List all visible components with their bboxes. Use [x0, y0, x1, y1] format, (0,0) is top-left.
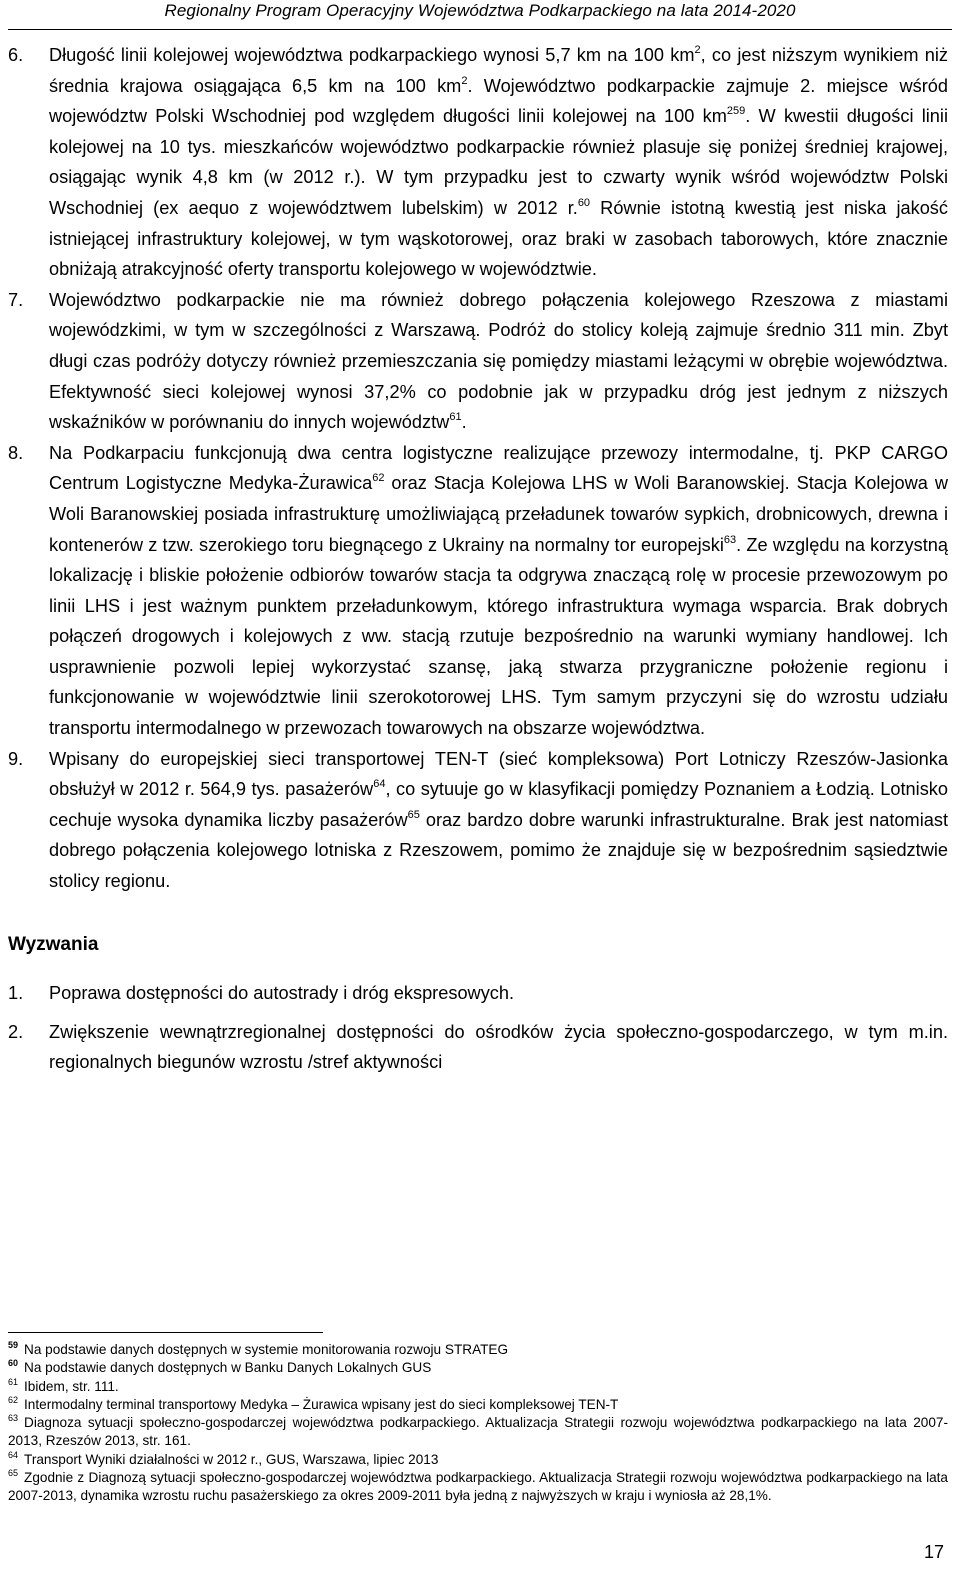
challenge-item: [8, 1017, 948, 1078]
footnote-ref[interactable]: 61: [449, 411, 462, 424]
footnote-ref[interactable]: 64: [373, 778, 386, 791]
paragraph-text: [49, 438, 948, 744]
challenge-text: Zwiększenie wewnątrzregionalnej dostępności do ośrodków życia społeczno-gospodarczego, w tym m.in. regionalnych biegunów wzrostu /stref aktywności: [49, 1021, 948, 1073]
footnote-ref[interactable]: 65: [407, 808, 420, 821]
text-run: . Województwo podkarpackie zajmuje 2. miejsce wśród województw Polski Wschodniej pod względem długości linii kolejowej na 100 km: [49, 75, 948, 127]
footnote: [8, 1341, 948, 1359]
item-number: 8.: [8, 442, 24, 463]
paragraph-text: [49, 40, 948, 285]
page-number: 17: [923, 1542, 944, 1562]
item-number: 9.: [8, 748, 24, 769]
footnote: [8, 1378, 948, 1396]
main-content: [8, 40, 948, 1086]
text-run: Wpisany do europejskiej sieci transportowej TEN-T (sieć kompleksowa) Port Lotniczy Rzeszów-Jasionka obsłużył w 2012 r. 564,9 tys. pasażerów: [49, 748, 948, 800]
footnote-text: Intermodalny terminal transportowy Medyka – Żurawica wpisany jest do sieci kompleksowej TEN-T: [24, 1396, 619, 1412]
text-run: Długość linii kolejowej województwa podkarpackiego wynosi 5,7 km na 100 km: [49, 45, 695, 65]
challenge-number: 2.: [8, 1021, 24, 1042]
text-run: Województwo podkarpackie nie ma również dobrego połączenia kolejowego Rzeszowa z miastami wojewódzkimi, w tym w szczególności z Warszawą. Podróż do stolicy koleją zajmuje średnio 311 min. Zbyt długi czas podróży dotyczy również przemieszczania się pomiędzy miastami leżącymi w obrębie województwa. Efektywność sieci kolejowej wynosi 37,2% co podobnie jak w przypadku dróg jest jednym z niższych wskaźników w porównaniu do innych województw: [49, 289, 948, 433]
numbered-paragraphs: [8, 40, 948, 897]
footnote-ref[interactable]: 2: [694, 44, 701, 56]
text-run: , co sytuuje go w klasyfikacji pomiędzy Poznaniem a Łodzią. Lotnisko cechuje wysoka dynamika liczby pasażerów: [49, 779, 948, 830]
footnote-text: Transport Wyniki działalności w 2012 r., GUS, Warszawa, lipiec 2013: [24, 1451, 439, 1467]
challenges-list: [8, 978, 948, 1078]
footnote-text: Na podstawie danych dostępnych w systemie monitorowania rozwoju STRATEG: [24, 1342, 509, 1357]
text-run: oraz Stacja Kolejowa LHS w Woli Baranowskiej. Stacja Kolejowa w Woli Baranowskiej posiada infrastrukturę umożliwiającą przeładunek towarów sypkich, drobnicowych, drewna i kontenerów z tzw. szerokiego toru biegnącego z Ukrainy na normalny tor europejski: [49, 473, 948, 555]
footnote-divider: [8, 1332, 323, 1333]
footnote-mark: 63: [8, 1413, 19, 1424]
text-run: .: [461, 412, 467, 433]
footnote-text: Diagnoza sytuacji społeczno-gospodarczej województwa podkarpackiego. Aktualizacja Strategii rozwoju województwa podkarpackiego na lata 2007-2013, Rzeszów 2013, str. 161.: [8, 1415, 948, 1449]
header-divider: [8, 29, 952, 30]
footnotes: [8, 1332, 948, 1506]
footnote: [8, 1451, 948, 1469]
footnote-text: Ibidem, str. 111.: [24, 1378, 119, 1394]
section-heading: Wyzwania: [8, 933, 99, 955]
item-number: 7.: [8, 289, 24, 310]
paragraph-text: [49, 285, 948, 438]
paragraph-item: [8, 744, 948, 897]
challenge-text: Poprawa dostępności do autostrady i dróg ekspresowych.: [49, 983, 515, 1004]
footnote-ref[interactable]: 259: [726, 105, 746, 118]
footnote-text: Zgodnie z Diagnozą sytuacji społeczno-gospodarczej województwa podkarpackiego. Aktualizacja Strategii rozwoju województwa podkarpackiego na lata 2007-2013, dynamika wzrostu ruchu pasażerskiego za okres 2009-2011 była jedną z najwyższych w kraju i wyniosła aż 28,1%.: [8, 1470, 948, 1504]
item-number: 6.: [8, 45, 24, 65]
footnote-ref[interactable]: 60: [577, 196, 591, 209]
paragraph-text: [49, 744, 948, 897]
page-header: Regionalny Program Operacyjny Województwa Podkarpackiego na lata 2014-2020: [164, 1, 796, 20]
footnote-mark: 65: [8, 1468, 19, 1479]
footnote: [8, 1396, 948, 1414]
text-run: , co jest niższym wynikiem niż średnia krajowa osiągająca 6,5 km na 100 km: [49, 45, 948, 96]
text-run: . W kwestii długości linii kolejowej na 10 tys. mieszkańców województwo podkarpackie również plasuje się poniżej średniej krajowej, osiągając wynik 4,8 km (w 2012 r.). W tym przypadku jest to czwarty wynik wśród województw Polski Wschodniej (ex aequo z województwem lubelskim) w 2012 r.: [49, 106, 949, 218]
text-run: oraz bardzo dobre warunki infrastrukturalne. Brak jest natomiast dobrego połączenia kolejowego lotniska z Rzeszowem, pomimo że znajduje się w bezpośrednim sąsiedztwie stolicy regionu.: [49, 809, 948, 892]
footnote: [8, 1359, 948, 1377]
paragraph-item: [8, 438, 948, 744]
challenge-number: 1.: [8, 983, 24, 1004]
footnote-mark: 59: [8, 1340, 19, 1350]
footnote-mark: 64: [8, 1449, 19, 1460]
challenge-item: [8, 978, 948, 1009]
footnote-mark: 60: [8, 1358, 19, 1369]
paragraph-item: [8, 40, 948, 285]
footnote-ref[interactable]: 62: [372, 472, 385, 485]
text-run: Na Podkarpaciu funkcjonują dwa centra logistyczne realizujące przewozy intermodalne, tj. PKP CARGO Centrum Logistyczne Medyka-Żurawica: [49, 442, 948, 494]
footnote-ref[interactable]: 63: [723, 533, 737, 546]
footnote-mark: 62: [8, 1394, 19, 1405]
footnote-ref[interactable]: 2: [461, 74, 468, 87]
footnote: [8, 1414, 948, 1451]
text-run: Równie istotną kwestią jest niska jakość istniejącej infrastruktury kolejowej, w tym wąskotorowej, oraz braki w zasobach taborowych, które znacznie obniżają atrakcyjność oferty transportu kolejowego w województwie.: [49, 197, 948, 280]
text-run: . Ze względu na korzystną lokalizację i bliskie położenie odbiorów towarów stacja ta odgrywa znaczącą rolę w procesie przewozowym po linii LHS i jest ważnym punktem przeładunkowym, którego infrastruktura wymaga wsparcia. Brak dobrych połączeń drogowych i kolejowych z ww. stacją rzutuje bezpośrednio na warunki wymiany handlowej. Ich usprawnienie pozwoli lepiej wykorzystać szansę, jaką stwarza przygraniczne położenie regionu i funkcjonowanie w województwie linii szerokotorowej LHS. Tym samym przyczyni się do wzrostu udziału transportu intermodalnego w przewozach towarowych na obszarze województwa.: [49, 534, 948, 739]
footnote-text: Na podstawie danych dostępnych w Banku Danych Lokalnych GUS: [24, 1360, 432, 1376]
footnote-mark: 61: [8, 1376, 19, 1387]
footnote: [8, 1469, 948, 1506]
paragraph-item: [8, 285, 948, 438]
footnote-list: [8, 1341, 948, 1506]
